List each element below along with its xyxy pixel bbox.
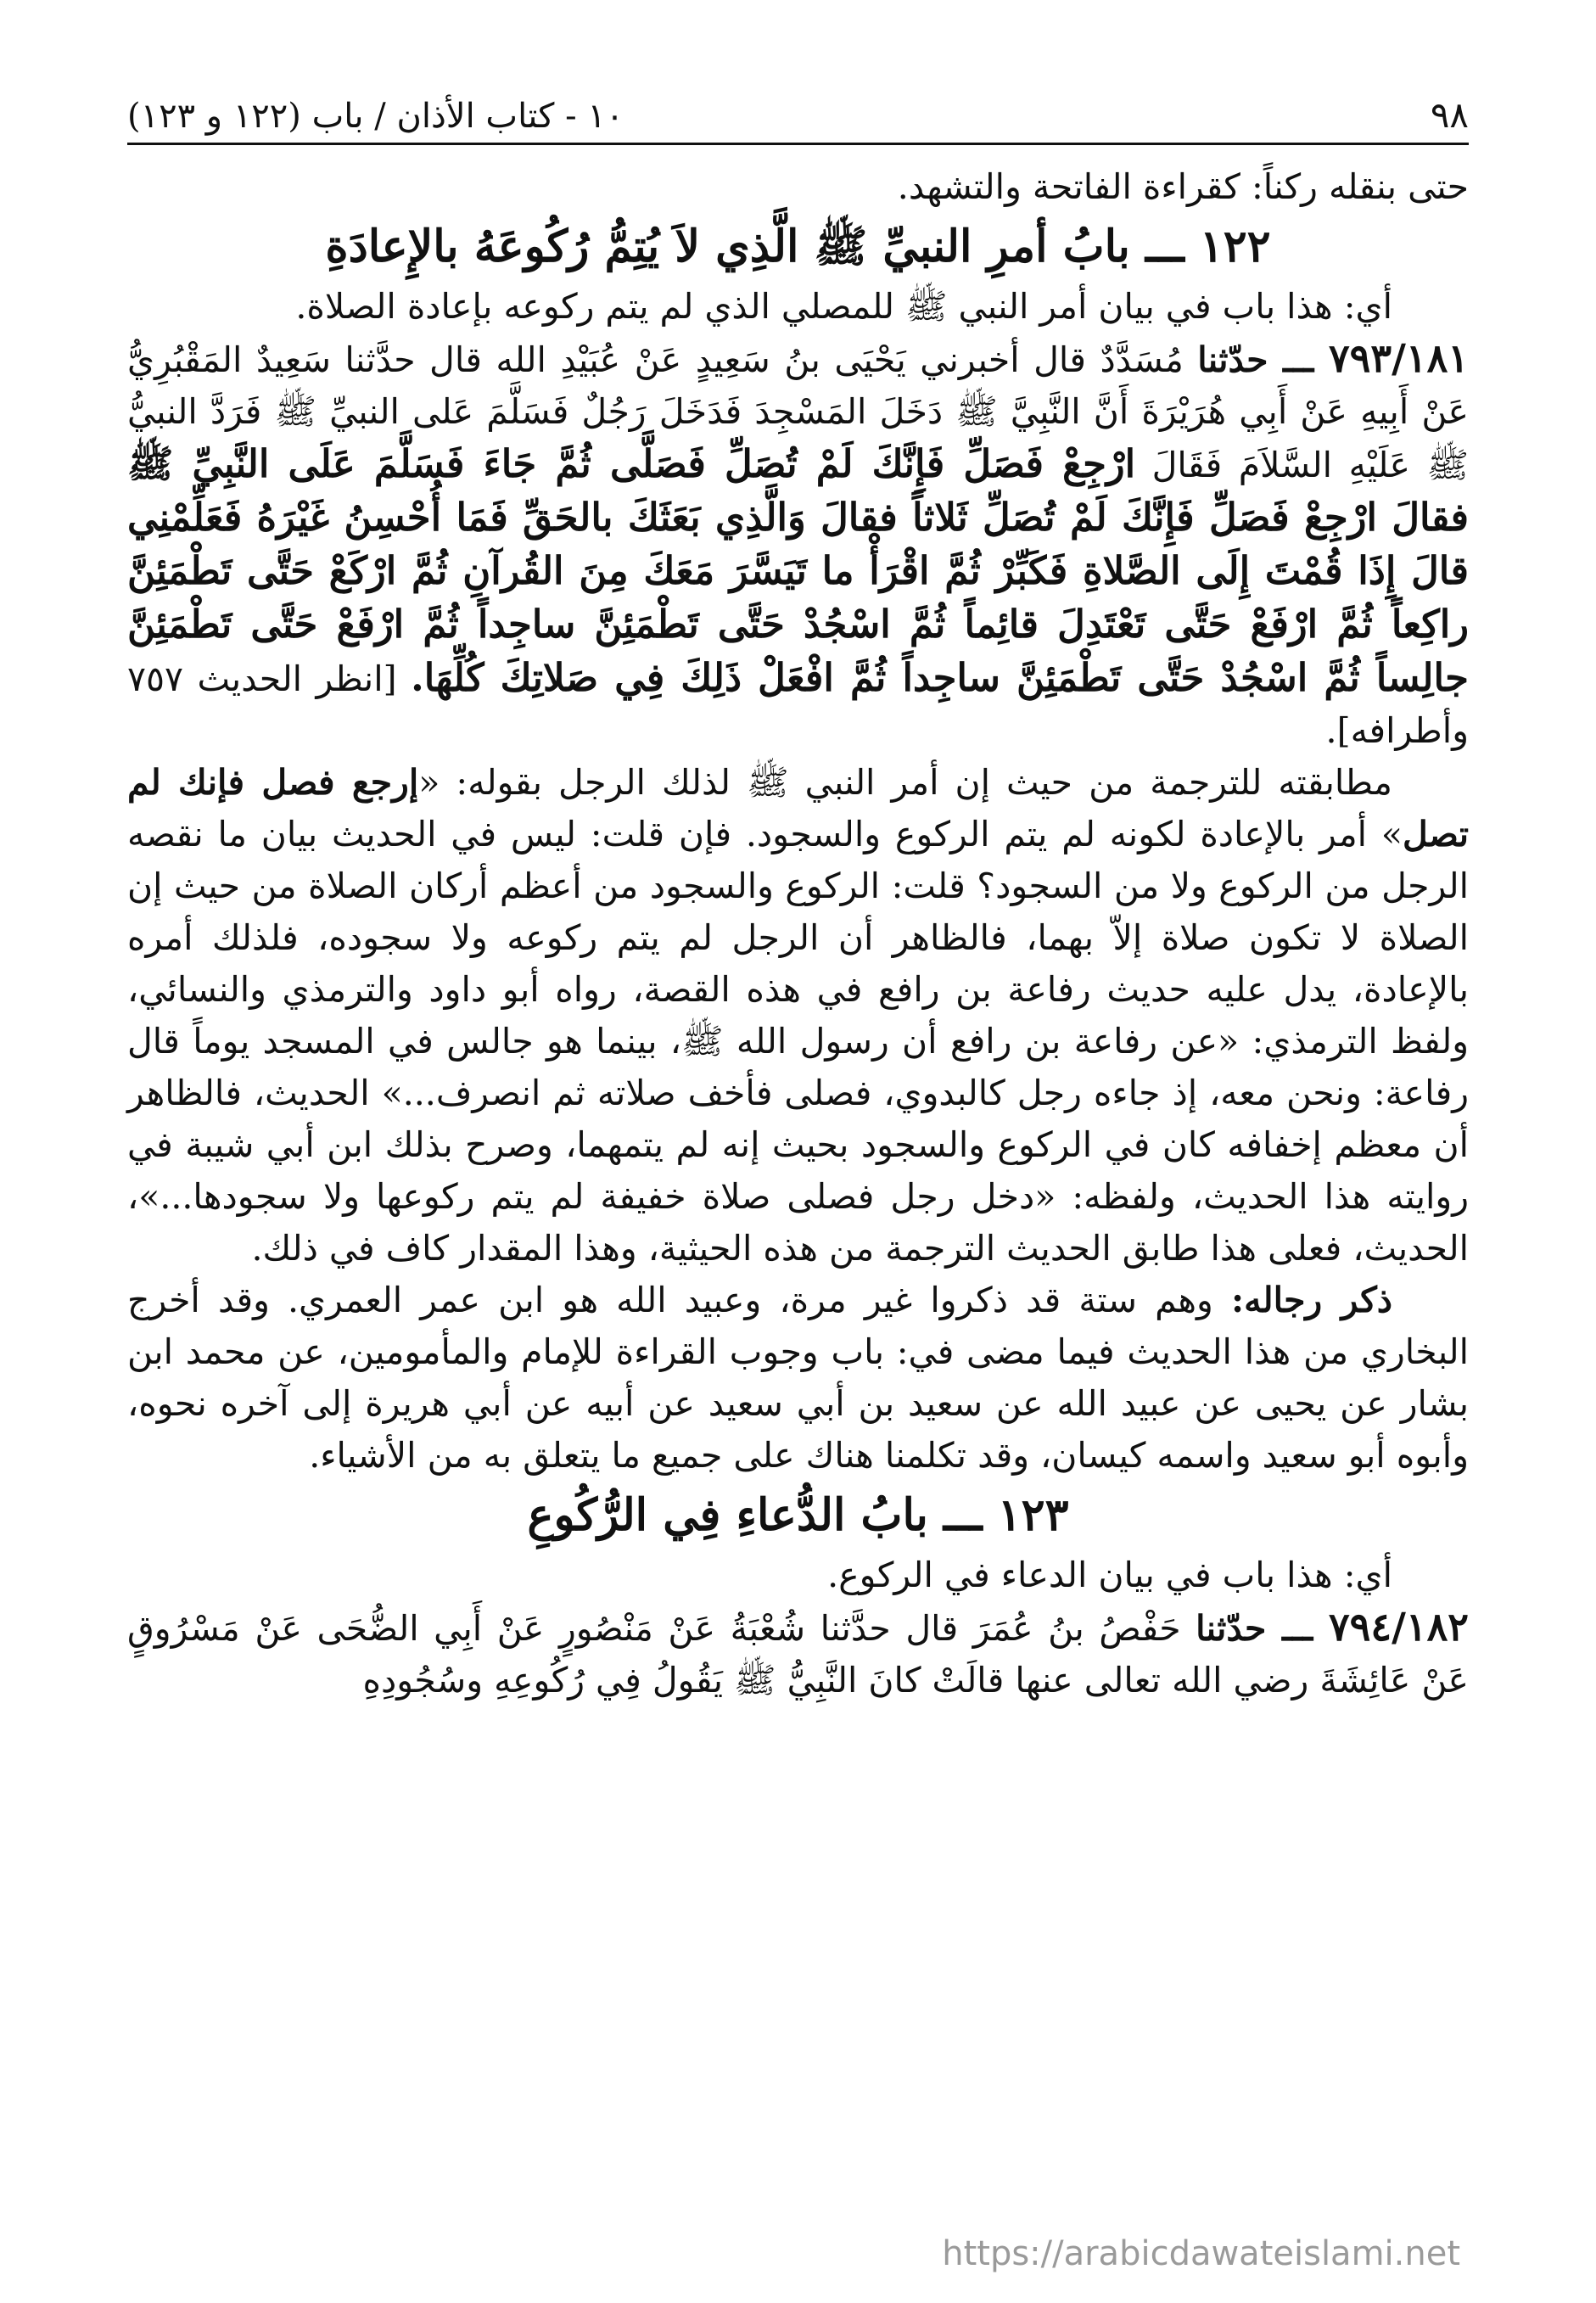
commentary-paragraph-1 (127, 757, 1469, 1275)
chapter-122-heading: ١٢٢ ـــ بابُ أمرِ النبيِّ ﷺ الَّذِي لاَ يُتِمُّ رُكُوعَهُ بالإِعادَةِ (325, 221, 1271, 272)
chapter-122-note: أي: هذا باب في بيان أمر النبي ﷺ للمصلي الذي لم يتم ركوعه بإعادة الصلاة. (295, 286, 1392, 327)
hadith-793-separator: ـــ (1268, 339, 1329, 380)
chapter-123-heading: ١٢٣ ـــ بابُ الدُّعاءِ فِي الرُّكُوعِ (527, 1489, 1069, 1541)
page-number: ٩٨ (1430, 94, 1469, 136)
hadith-793-haddathana: حدّثنا (1197, 339, 1268, 380)
hadith-793-number: ٧٩٣/١٨١ (1328, 335, 1469, 381)
running-title: ١٠ - كتاب الأذان / باب (١٢٢ و ١٢٣) (127, 97, 624, 136)
hadith-794-isnad: حَفْصُ بنُ عُمَرَ قال حدَّثنا شُعْبَةُ عَنْ مَنْصُورٍ عَنْ أَبِي الضُّحَى عَنْ مَسْرُوقٍ عَنْ عَائِشَةَ رضي الله تعالى عنها قالَتْ كانَ النَّبِيُّ ﷺ يَقُولُ فِي رُكُوعِهِ وسُجُودِهِ (127, 1608, 1469, 1701)
chapter-123-note: أي: هذا باب في بيان الدعاء في الركوع. (827, 1555, 1392, 1595)
hadith-793-reference: [انظر الحديث ٧٥٧ وأطرافه]. (127, 658, 1469, 751)
watermark-url: https://arabicdawateislami.net (942, 2234, 1460, 2273)
hadith-794-number: ٧٩٤/١٨٢ (1328, 1604, 1469, 1650)
commentary-1-lead: مطابقته للترجمة من حيث إن أمر النبي ﷺ لذلك الرجل بقوله: « (418, 762, 1393, 803)
hadith-794 (127, 1601, 1469, 1706)
hadith-793-isnad: مُسَدَّدٌ قال أخبرني يَحْيَى بنُ سَعِيدٍ عَنْ عُبَيْدِ الله قال حدَّثنا سَعِيدٌ المَقْبُرِيُّ عَنْ أَبِيهِ عَنْ أَبِي هُرَيْرَةَ أَنَّ النَّبِيَّ ﷺ دَخَلَ المَسْجِدَ فَدَخَلَ رَجُلٌ فَسَلَّمَ عَلى النبيِّ ﷺ فَرَدَّ النبيُّ ﷺ عَلَيْهِ السَّلاَمَ فَقَالَ (127, 339, 1469, 485)
intro-line: حتى بنقله ركناً: كقراءة الفاتحة والتشهد. (897, 166, 1469, 207)
hadith-793-matn: ارْجِعْ فَصَلِّ فَإِنَّكَ لَمْ تُصَلِّ فَصَلَّى ثُمَّ جَاءَ فَسَلَّمَ عَلَى النَّبِيِّ ﷺ فقالَ ارْجِعْ فَصَلِّ فَإِنَّكَ لَمْ تُصَلِّ ثَلاثاً فقالَ وَالَّذِي بَعَثَكَ بالحَقِّ فَمَا أُحْسِنُ غَيْرَهُ فَعَلِّمْنِي قالَ إِذَا قُمْتَ إِلَى الصَّلاةِ فَكَبِّرْ ثُمَّ اقْرَأْ ما تَيَسَّرَ مَعَكَ مِنَ القُرآنِ ثُمَّ ارْكَعْ حَتَّى تَطْمَئِنَّ راكِعاً ثُمَّ ارْفَعْ حَتَّى تَعْتَدِلَ قائِماً ثُمَّ اسْجُدْ حَتَّى تَطْمَئِنَّ ساجِداً ثُمَّ ارْفَعْ حَتَّى تَطْمَئِنَّ جالِساً ثُمَّ اسْجُدْ حَتَّى تَطْمَئِنَّ ساجِداً ثُمَّ افْعَلْ ذَلِكَ فِي صَلاتِكَ كُلِّهَا. (127, 441, 1469, 700)
page-header (127, 85, 1469, 145)
hadith-794-separator: ـــ (1266, 1608, 1329, 1649)
commentary-1-quote: إرجع فصل فإنك لم تصل (127, 762, 1469, 855)
hadith-793 (127, 333, 1469, 757)
page-body (127, 161, 1469, 1706)
hadith-794-haddathana: حدّثنا (1196, 1608, 1267, 1649)
commentary-paragraph-2 (127, 1275, 1469, 1482)
commentary-2-lead: ذكر رجاله: (1230, 1280, 1392, 1320)
commentary-2-rest: وهم ستة قد ذكروا غير مرة، وعبيد الله هو ابن عمر العمري. وقد أخرج البخاري من هذا الحديث فيما مضى في: باب وجوب القراءة للإمام والمأمومين، عن محمد ابن بشار عن يحيى عن عبيد الله عن سعيد بن أبي سعيد عن أبيه عن أبي هريرة إلى آخره نحوه، وأبوه أبو سعيد واسمه كيسان، وقد تكلمنا هناك على جميع ما يتعلق به من الأشياء. (127, 1280, 1469, 1476)
commentary-1-rest: » أمر بالإعادة لكونه لم يتم الركوع والسجود. فإن قلت: ليس في الحديث بيان ما نقصه الرجل من الركوع ولا من السجود؟ قلت: الركوع والسجود من أعظم أركان الصلاة من حيث إن الصلاة لا تكون صلاة إلاّ بهما، فالظاهر أن الرجل لم يتم ركوعه ولا سجوده، فلذلك أمره بالإعادة، يدل عليه حديث رفاعة بن رافع في هذه القصة، رواه أبو داود والترمذي والنسائي، ولفظ الترمذي: «عن رفاعة بن رافع أن رسول الله ﷺ، بينما هو جالس في المسجد يوماً قال رفاعة: ونحن معه، إذ جاءه رجل كالبدوي، فصلى فأخف صلاته ثم انصرف...» الحديث، فالظاهر أن معظم إخفافه كان في الركوع والسجود بحيث إنه لم يتمهما، وصرح بذلك ابن أبي شيبة في روايته هذا الحديث، ولفظه: «دخل رجل فصلى صلاة خفيفة لم يتم ركوعها ولا سجودها...»، الحديث، فعلى هذا طابق الحديث الترجمة من هذه الحيثية، وهذا المقدار كاف في ذلك. (127, 814, 1469, 1269)
